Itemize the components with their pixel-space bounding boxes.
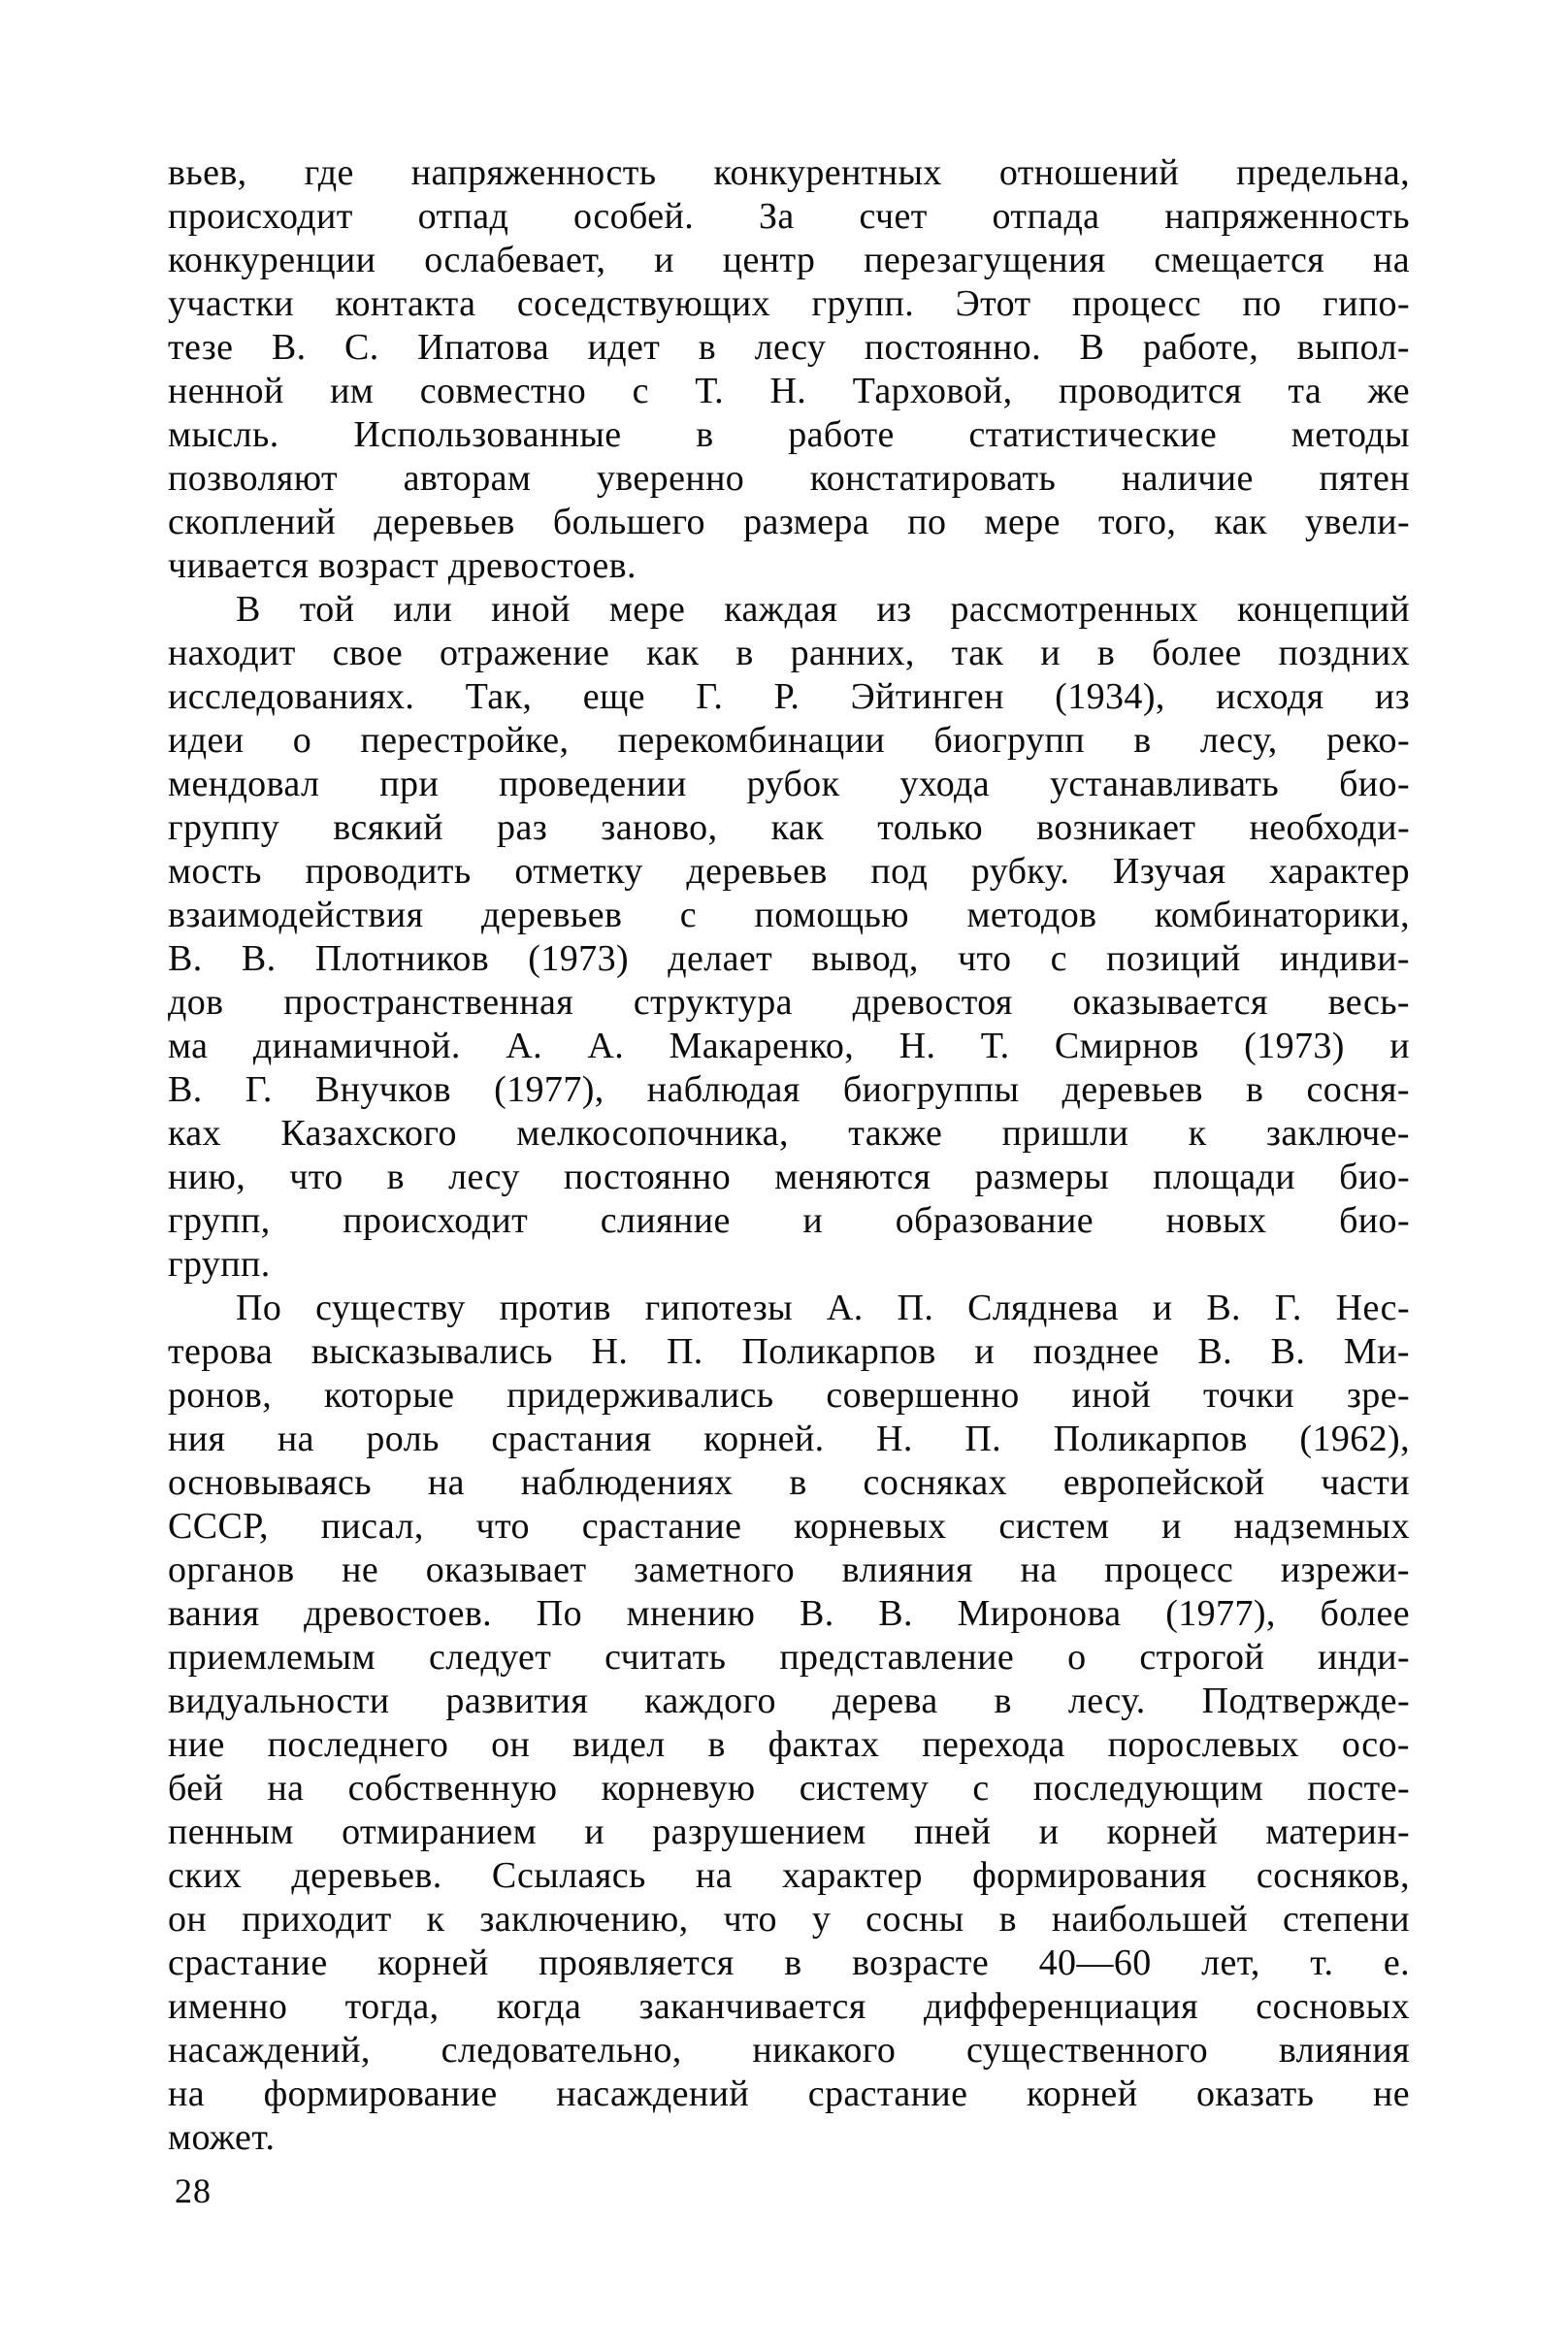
text-line: По существу против гипотезы А. П. Сляднева и В. Г. Нес-: [236, 1288, 1410, 1328]
text-line: мендовал при проведении рубок ухода устанавливать био-: [168, 764, 1410, 804]
text-line: ках Казахского мелкосопочника, также пришли к заключе-: [168, 1113, 1410, 1154]
text-line: насаждений, следовательно, никакого существенного влияния: [168, 2030, 1410, 2071]
paragraph: [168, 1287, 1410, 2160]
text-line: бей на собственную корневую систему с последующим посте-: [168, 1768, 1410, 1809]
text-line: видуальности развития каждого дерева в лесу. Подтвержде-: [168, 1681, 1410, 1721]
text-line: конкуренции ослабевает, и центр перезагущения смещается на: [168, 240, 1410, 280]
text-line: ненной им совместно с Т. Н. Тарховой, проводится та же: [168, 371, 1410, 411]
text-line: именно тогда, когда заканчивается дифференциация сосновых: [168, 1986, 1410, 2027]
text-line: группу всякий раз заново, как только возникает необходи-: [168, 807, 1410, 848]
text-line: вьев, где напряженность конкурентных отношений предельна,: [168, 152, 1410, 193]
text-line: органов не оказывает заметного влияния на процесс изрежи-: [168, 1550, 1410, 1590]
text-line: чивается возраст древостоев.: [168, 545, 637, 586]
text-line: мысль. Использованные в работе статистические методы: [168, 414, 1410, 455]
text-line: дов пространственная структура древостоя оказывается весь-: [168, 982, 1410, 1023]
text-line: тезе В. С. Ипатова идет в лесу постоянно. В работе, выпол-: [168, 327, 1410, 368]
text-line: ронов, которые придерживались совершенно иной точки зре-: [168, 1375, 1410, 1416]
text-line: он приходит к заключению, что у сосны в наибольшей степени: [168, 1899, 1410, 1940]
paragraph: [168, 151, 1410, 588]
text-line: происходит отпад особей. За счет отпада напряженность: [168, 196, 1410, 237]
text-line: находит свое отражение как в ранних, так и в более поздних: [168, 633, 1410, 673]
text-line: срастание корней проявляется в возрасте 40—60 лет, т. е.: [168, 1942, 1410, 1983]
text-line: скоплений деревьев большего размера по мере того, как увели-: [168, 502, 1410, 542]
text-line: терова высказывались Н. П. Поликарпов и позднее В. В. Ми-: [168, 1331, 1410, 1372]
text-line: групп, происходит слияние и образование новых био-: [168, 1200, 1410, 1241]
text-line: приемлемым следует считать представление о строгой инди-: [168, 1637, 1410, 1678]
paragraph: [168, 588, 1410, 1287]
text-line: ма динамичной. А. А. Макаренко, Н. Т. Смирнов (1973) и: [168, 1026, 1410, 1066]
text-line: ние последнего он видел в фактах перехода порослевых осо-: [168, 1724, 1410, 1765]
text-line: нию, что в лесу постоянно меняются размеры площади био-: [168, 1157, 1410, 1197]
text-line: взаимодействия деревьев с помощью методов комбинаторики,: [168, 895, 1410, 935]
text-line: на формирование насаждений срастание корней оказать не: [168, 2073, 1410, 2114]
text-line: исследованиях. Так, еще Г. Р. Эйтинген (1934), исходя из: [168, 676, 1410, 717]
text-line: пенным отмиранием и разрушением пней и корней материн-: [168, 1811, 1410, 1852]
text-line: В. Г. Внучков (1977), наблюдая биогруппы деревьев в сосня-: [168, 1069, 1410, 1110]
text-line: ских деревьев. Ссылаясь на характер формирования сосняков,: [168, 1855, 1410, 1896]
body-text: [168, 151, 1410, 2160]
text-line: ния на роль срастания корней. Н. П. Поликарпов (1962),: [168, 1419, 1410, 1459]
text-line: групп.: [168, 1244, 271, 1285]
page-number: 28: [175, 2171, 212, 2210]
text-line: позволяют авторам уверенно констатировать наличие пятен: [168, 458, 1410, 499]
text-line: В той или иной мере каждая из рассмотренных концепций: [236, 589, 1410, 630]
text-line: СССР, писал, что срастание корневых систем и надземных: [168, 1506, 1410, 1547]
text-line: основываясь на наблюдениях в сосняках европейской части: [168, 1462, 1410, 1503]
text-line: мость проводить отметку деревьев под рубку. Изучая характер: [168, 851, 1410, 892]
text-line: вания древостоев. По мнению В. В. Миронова (1977), более: [168, 1593, 1410, 1634]
text-line: В. В. Плотников (1973) делает вывод, что с позиций индиви-: [168, 938, 1410, 979]
text-line: может.: [168, 2117, 276, 2158]
text-line: участки контакта соседствующих групп. Этот процесс по гипо-: [168, 283, 1410, 324]
text-line: идеи о перестройке, перекомбинации биогрупп в лесу, реко-: [168, 720, 1410, 761]
